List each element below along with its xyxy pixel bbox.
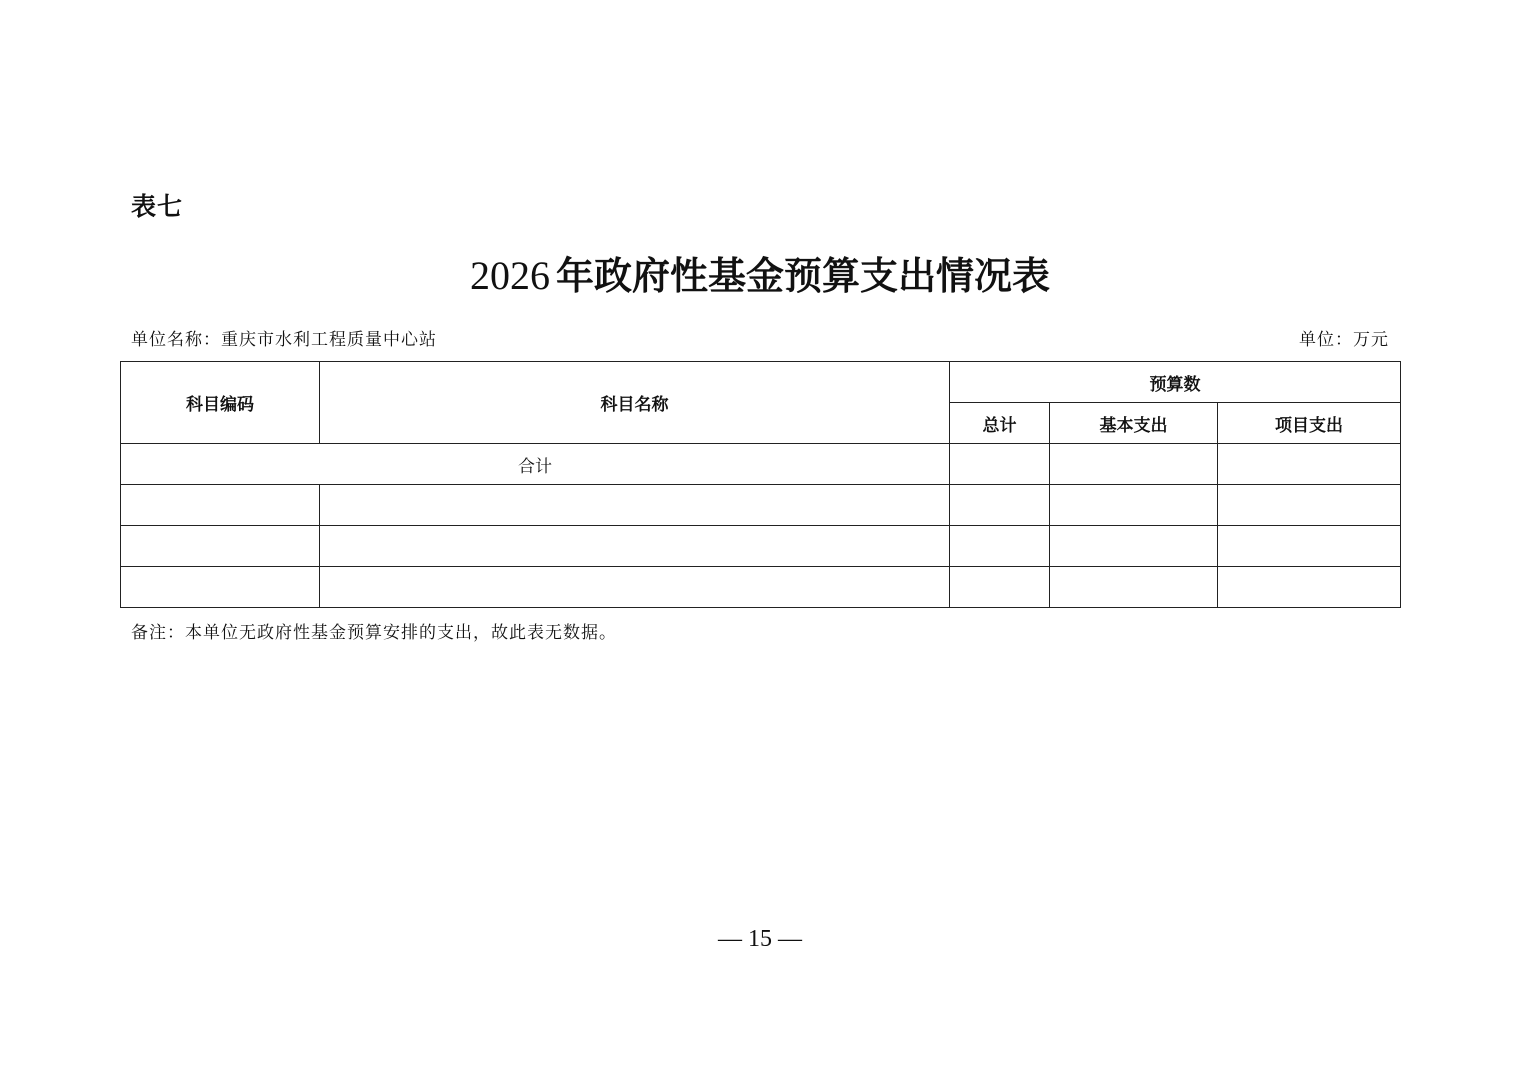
title-text: 年政府性基金预算支出情况表 <box>555 253 1050 298</box>
cell-total <box>950 567 1050 608</box>
col-header-basic: 基本支出 <box>1050 403 1218 444</box>
cell-name <box>320 485 950 526</box>
cell-project <box>1218 485 1401 526</box>
col-header-code: 科目编码 <box>121 362 320 444</box>
table-label: 表七 <box>131 192 184 221</box>
total-row-label: 合计 <box>121 444 950 485</box>
col-header-budget-group: 预算数 <box>950 362 1401 403</box>
cell-project <box>1218 567 1401 608</box>
total-row <box>121 444 1401 485</box>
cell-code <box>121 567 320 608</box>
meta-row <box>131 328 1389 352</box>
total-row-total <box>950 444 1050 485</box>
col-header-name: 科目名称 <box>320 362 950 444</box>
col-header-total: 总计 <box>950 403 1050 444</box>
cell-name <box>320 567 950 608</box>
cell-total <box>950 485 1050 526</box>
unit-of-measure: 单位：万元 <box>1299 330 1389 350</box>
total-row-basic <box>1050 444 1218 485</box>
cell-project <box>1218 526 1401 567</box>
cell-basic <box>1050 526 1218 567</box>
budget-table <box>120 361 1401 608</box>
cell-code <box>121 526 320 567</box>
header-row-1 <box>121 362 1401 403</box>
page-number: — 15 — <box>718 926 802 952</box>
total-row-project <box>1218 444 1401 485</box>
unit-name: 单位名称：重庆市水利工程质量中心站 <box>131 330 437 350</box>
table-row <box>121 567 1401 608</box>
cell-total <box>950 526 1050 567</box>
cell-code <box>121 485 320 526</box>
table-note: 备注：本单位无政府性基金预算安排的支出，故此表无数据。 <box>131 623 617 643</box>
document-title <box>0 250 1520 302</box>
title-year: 2026 <box>469 253 550 298</box>
table-row <box>121 485 1401 526</box>
cell-basic <box>1050 485 1218 526</box>
col-header-project: 项目支出 <box>1218 403 1401 444</box>
table-row <box>121 526 1401 567</box>
cell-name <box>320 526 950 567</box>
cell-basic <box>1050 567 1218 608</box>
